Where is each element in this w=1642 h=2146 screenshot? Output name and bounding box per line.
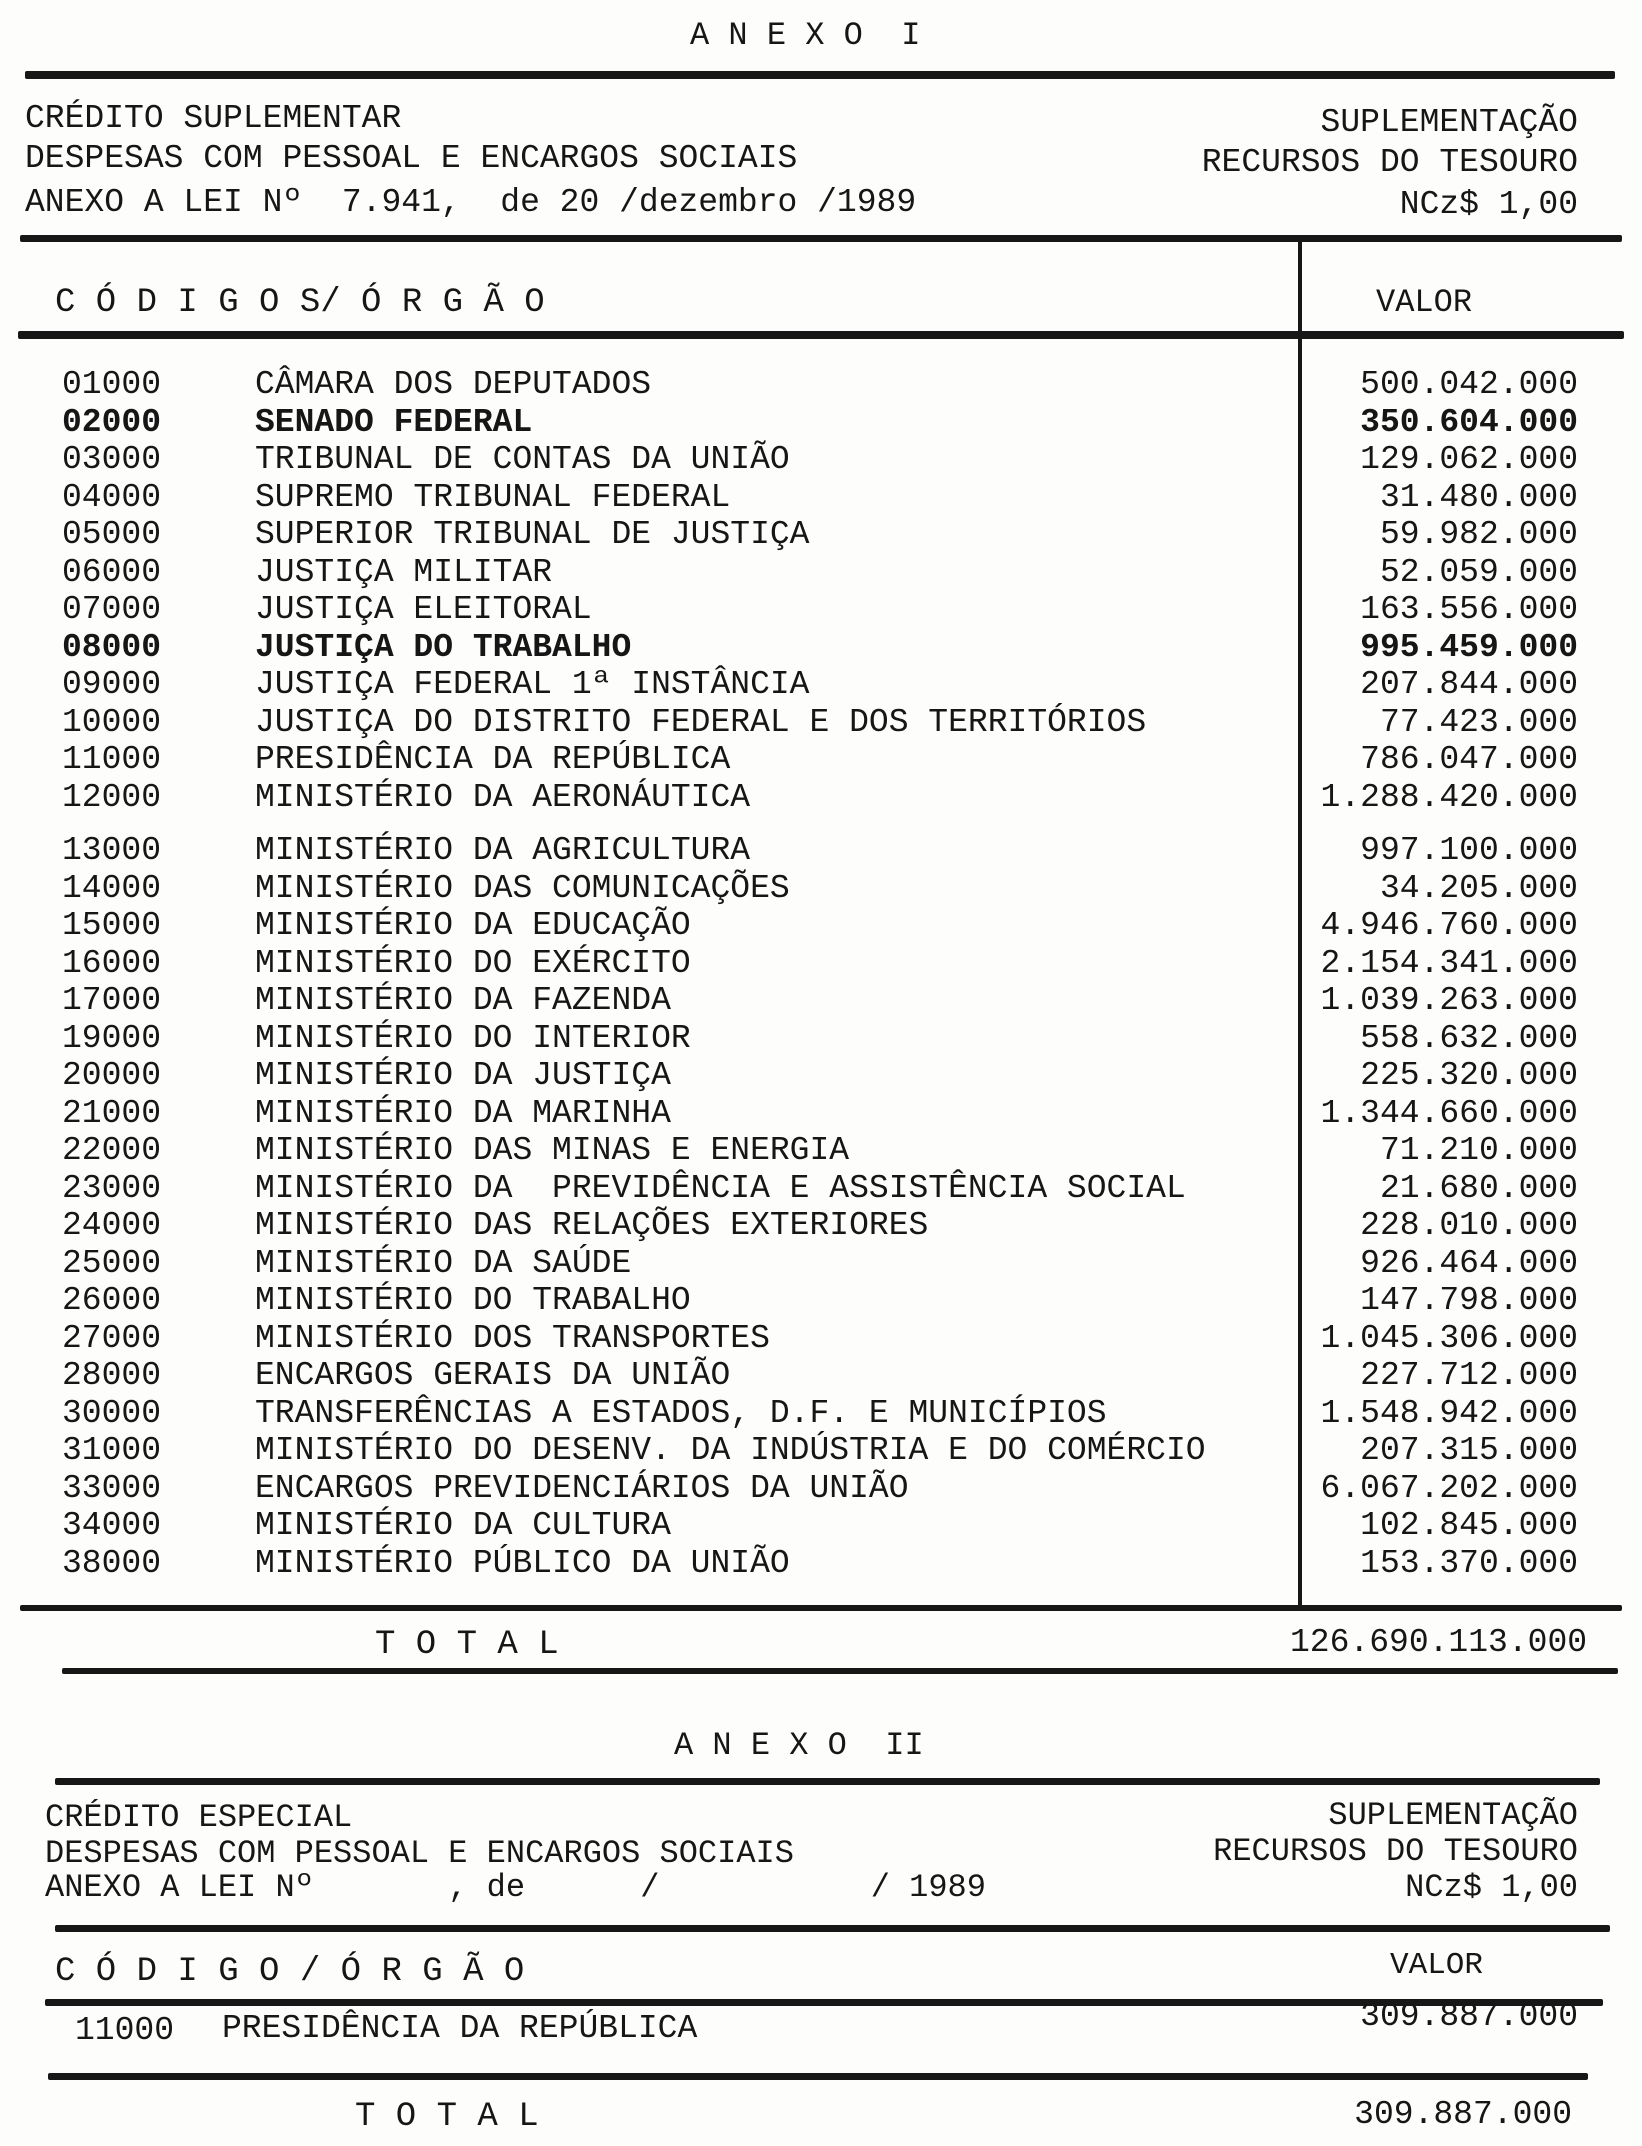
row-organ: MINISTÉRIO DA CULTURA (255, 1507, 671, 1544)
row-code: 31000 (62, 1432, 162, 1469)
row-value: 31.480.000 (1379, 478, 1578, 516)
row-organ: CÂMARA DOS DEPUTADOS (255, 366, 652, 403)
row-organ: SUPERIOR TRIBUNAL DE JUSTIÇA (255, 516, 810, 553)
table-row (0, 1057, 1642, 1095)
row-value: 207.844.000 (1360, 666, 1578, 703)
row-code: 17000 (62, 982, 162, 1019)
anexo2-supplementation-label: SUPLEMENTAÇÃO (1328, 1797, 1578, 1834)
row-code: 23000 (62, 1169, 162, 1207)
table-row (0, 1020, 1642, 1058)
row-code: 33000 (62, 1469, 162, 1507)
row-code: 21000 (62, 1094, 162, 1132)
row-organ: ENCARGOS PREVIDENCIÁRIOS DA UNIÃO (255, 1469, 909, 1507)
row-code: 26000 (62, 1282, 162, 1319)
row-organ: MINISTÉRIO DO INTERIOR (255, 1019, 691, 1057)
table-row (0, 1207, 1642, 1245)
table-row (0, 441, 1642, 479)
table-row (0, 516, 1642, 554)
table-row (0, 1470, 1642, 1508)
row-organ: MINISTÉRIO DAS MINAS E ENERGIA (255, 1132, 850, 1169)
row-value: 129.062.000 (1360, 441, 1578, 478)
table-row (0, 666, 1642, 704)
row-value: 4.946.760.000 (1320, 907, 1578, 944)
anexo2-row-code: 11000 (75, 2012, 175, 2049)
row-organ: JUSTIÇA FEDERAL 1ª INSTÂNCIA (255, 666, 810, 703)
row-value: 207.315.000 (1360, 1432, 1578, 1469)
row-organ: TRIBUNAL DE CONTAS DA UNIÃO (255, 441, 790, 478)
row-code: 04000 (62, 478, 162, 516)
row-organ: MINISTÉRIO DO DESENV. DA INDÚSTRIA E DO COMÉRCIO (255, 1432, 1206, 1469)
anexo1-total-top-rule (20, 1605, 1622, 1611)
table-row (0, 1507, 1642, 1545)
table-row (0, 704, 1642, 742)
row-code: 24000 (62, 1207, 162, 1244)
row-value: 6.067.202.000 (1320, 1469, 1578, 1507)
row-value: 71.210.000 (1379, 1132, 1578, 1169)
row-value: 995.459.000 (1360, 628, 1578, 666)
row-organ: SENADO FEDERAL (255, 403, 533, 441)
row-value: 153.370.000 (1360, 1544, 1578, 1582)
row-value: 34.205.000 (1379, 869, 1578, 907)
row-code: 11000 (62, 741, 162, 778)
row-organ: MINISTÉRIO DA PREVIDÊNCIA E ASSISTÊNCIA SOCIAL (255, 1169, 1186, 1207)
anexo1-law-line: ANEXO A LEI Nº 7.941, de 20 /dezembro /1989 (25, 184, 917, 221)
row-value: 926.464.000 (1360, 1244, 1578, 1282)
row-value: 786.047.000 (1360, 741, 1578, 778)
table-row (0, 554, 1642, 592)
row-organ: MINISTÉRIO DA AERONÁUTICA (255, 778, 751, 816)
anexo2-row-value: 309.887.000 (1360, 1998, 1578, 2035)
anexo1-value-column-header: VALOR (1376, 284, 1473, 321)
table-row (0, 479, 1642, 517)
row-organ: TRANSFERÊNCIAS A ESTADOS, D.F. E MUNICÍPIOS (255, 1394, 1107, 1432)
row-organ: MINISTÉRIO DO TRABALHO (255, 1282, 691, 1319)
row-value: 1.344.660.000 (1320, 1094, 1578, 1132)
row-code: 03000 (62, 441, 162, 478)
row-code: 07000 (62, 591, 162, 628)
row-code: 05000 (62, 516, 162, 553)
row-value: 147.798.000 (1360, 1282, 1578, 1319)
row-code: 15000 (62, 907, 162, 944)
row-organ: PRESIDÊNCIA DA REPÚBLICA (255, 741, 731, 778)
row-organ: SUPREMO TRIBUNAL FEDERAL (255, 478, 731, 516)
row-organ: MINISTÉRIO DAS RELAÇÕES EXTERIORES (255, 1207, 929, 1244)
row-value: 21.680.000 (1379, 1169, 1578, 1207)
anexo2-credit-type: CRÉDITO ESPECIAL (45, 1799, 353, 1836)
anexo2-codes-column-header: C Ó D I G O / Ó R G Ã O (55, 1953, 525, 1991)
row-value: 2.154.341.000 (1320, 944, 1578, 982)
row-organ: MINISTÉRIO PÚBLICO DA UNIÃO (255, 1544, 790, 1582)
row-code: 30000 (62, 1394, 162, 1432)
table-row (0, 832, 1642, 870)
row-organ: MINISTÉRIO DA MARINHA (255, 1094, 671, 1132)
row-code: 22000 (62, 1132, 162, 1169)
row-code: 25000 (62, 1244, 162, 1282)
row-code: 16000 (62, 944, 162, 982)
row-code: 34000 (62, 1507, 162, 1544)
row-value: 500.042.000 (1360, 366, 1578, 403)
anexo2-value-column-header: VALOR (1390, 1948, 1484, 1983)
anexo2-total-value: 309.887.000 (1354, 2096, 1572, 2133)
row-value: 997.100.000 (1360, 832, 1578, 869)
anexo1-codes-column-header: C Ó D I G O S/ Ó R G Ã O (55, 284, 545, 322)
row-code: 13000 (62, 832, 162, 869)
row-code: 10000 (62, 703, 162, 741)
row-value: 558.632.000 (1360, 1019, 1578, 1057)
row-value: 1.548.942.000 (1320, 1394, 1578, 1432)
table-row (0, 1357, 1642, 1395)
row-code: 20000 (62, 1057, 162, 1094)
row-value: 1.288.420.000 (1320, 778, 1578, 816)
anexo1-header-rule (20, 235, 1622, 242)
anexo2-top-rule (55, 1778, 1600, 1785)
table-row (0, 591, 1642, 629)
anexo2-title: A N E X O II (674, 1727, 924, 1764)
anexo1-credit-type: CRÉDITO SUPLEMENTAR (25, 100, 402, 137)
row-value: 1.039.263.000 (1320, 982, 1578, 1019)
row-value: 77.423.000 (1379, 703, 1578, 741)
row-value: 225.320.000 (1360, 1057, 1578, 1094)
anexo2-total-label: T O T A L (355, 2098, 539, 2136)
table-row (0, 945, 1642, 983)
row-organ: ENCARGOS GERAIS DA UNIÃO (255, 1357, 731, 1394)
anexo2-total-top-rule (48, 2073, 1588, 2080)
table-row (0, 1545, 1642, 1583)
row-code: 28000 (62, 1357, 162, 1394)
anexo2-expense-type: DESPESAS COM PESSOAL E ENCARGOS SOCIAIS (45, 1835, 794, 1872)
anexo1-supplementation-label: SUPLEMENTAÇÃO (1320, 104, 1578, 141)
table-row (0, 1432, 1642, 1470)
table-row (0, 366, 1642, 404)
anexo2-header-rule (55, 1925, 1610, 1932)
anexo1-currency-unit: NCz$ 1,00 (1399, 186, 1578, 223)
anexo2-row-organ: PRESIDÊNCIA DA REPÚBLICA (222, 2010, 698, 2047)
row-organ: JUSTIÇA MILITAR (255, 553, 553, 591)
row-value: 52.059.000 (1379, 553, 1578, 591)
anexo1-table-rows (0, 366, 1642, 1582)
table-row (0, 1170, 1642, 1208)
table-row (0, 982, 1642, 1020)
table-row (0, 741, 1642, 779)
table-row (0, 629, 1642, 667)
anexo1-resources-label: RECURSOS DO TESOURO (1201, 144, 1578, 181)
row-code: 09000 (62, 666, 162, 703)
row-value: 163.556.000 (1360, 591, 1578, 628)
row-value: 227.712.000 (1360, 1357, 1578, 1394)
anexo1-total-bottom-rule (62, 1668, 1618, 1674)
anexo1-total-label: T O T A L (375, 1626, 559, 1664)
row-organ: MINISTÉRIO DA FAZENDA (255, 982, 671, 1019)
anexo1-top-rule (25, 71, 1615, 79)
row-organ: MINISTÉRIO DA EDUCAÇÃO (255, 907, 691, 944)
row-code: 27000 (62, 1319, 162, 1357)
anexo1-expense-type: DESPESAS COM PESSOAL E ENCARGOS SOCIAIS (25, 140, 798, 177)
row-value: 228.010.000 (1360, 1207, 1578, 1244)
row-code: 14000 (62, 869, 162, 907)
row-code: 02000 (62, 403, 162, 441)
table-row (0, 1245, 1642, 1283)
table-row (0, 1320, 1642, 1358)
table-row (0, 779, 1642, 817)
row-value: 59.982.000 (1379, 516, 1578, 553)
row-organ: MINISTÉRIO DA SAÚDE (255, 1244, 632, 1282)
table-row (0, 870, 1642, 908)
row-organ: JUSTIÇA ELEITORAL (255, 591, 592, 628)
row-organ: MINISTÉRIO DAS COMUNICAÇÕES (255, 869, 790, 907)
row-organ: JUSTIÇA DO DISTRITO FEDERAL E DOS TERRITÓRIOS (255, 703, 1147, 741)
row-code: 38000 (62, 1544, 162, 1582)
row-code: 08000 (62, 628, 162, 666)
anexo2-currency-unit: NCz$ 1,00 (1405, 1869, 1578, 1906)
row-code: 06000 (62, 553, 162, 591)
row-value: 350.604.000 (1360, 403, 1578, 441)
anexo1-total-value: 126.690.113.000 (1290, 1624, 1588, 1661)
row-value: 102.845.000 (1360, 1507, 1578, 1544)
table-row (0, 1095, 1642, 1133)
row-organ: MINISTÉRIO DA AGRICULTURA (255, 832, 751, 869)
anexo2-resources-label: RECURSOS DO TESOURO (1213, 1833, 1578, 1870)
table-row (0, 1282, 1642, 1320)
row-code: 19000 (62, 1019, 162, 1057)
table-row (0, 1395, 1642, 1433)
row-organ: MINISTÉRIO DOS TRANSPORTES (255, 1319, 770, 1357)
anexo1-columns-rule (18, 331, 1624, 339)
table-row (0, 404, 1642, 442)
row-organ: MINISTÉRIO DA JUSTIÇA (255, 1057, 671, 1094)
row-code: 12000 (62, 778, 162, 816)
row-organ: MINISTÉRIO DO EXÉRCITO (255, 944, 691, 982)
row-code: 01000 (62, 366, 162, 403)
anexo1-title: A N E X O I (690, 17, 921, 54)
table-row (0, 907, 1642, 945)
table-row (0, 1132, 1642, 1170)
anexo2-law-line: ANEXO A LEI Nº , de / / 1989 (45, 1869, 986, 1906)
row-organ: JUSTIÇA DO TRABALHO (255, 628, 632, 666)
row-value: 1.045.306.000 (1320, 1319, 1578, 1357)
